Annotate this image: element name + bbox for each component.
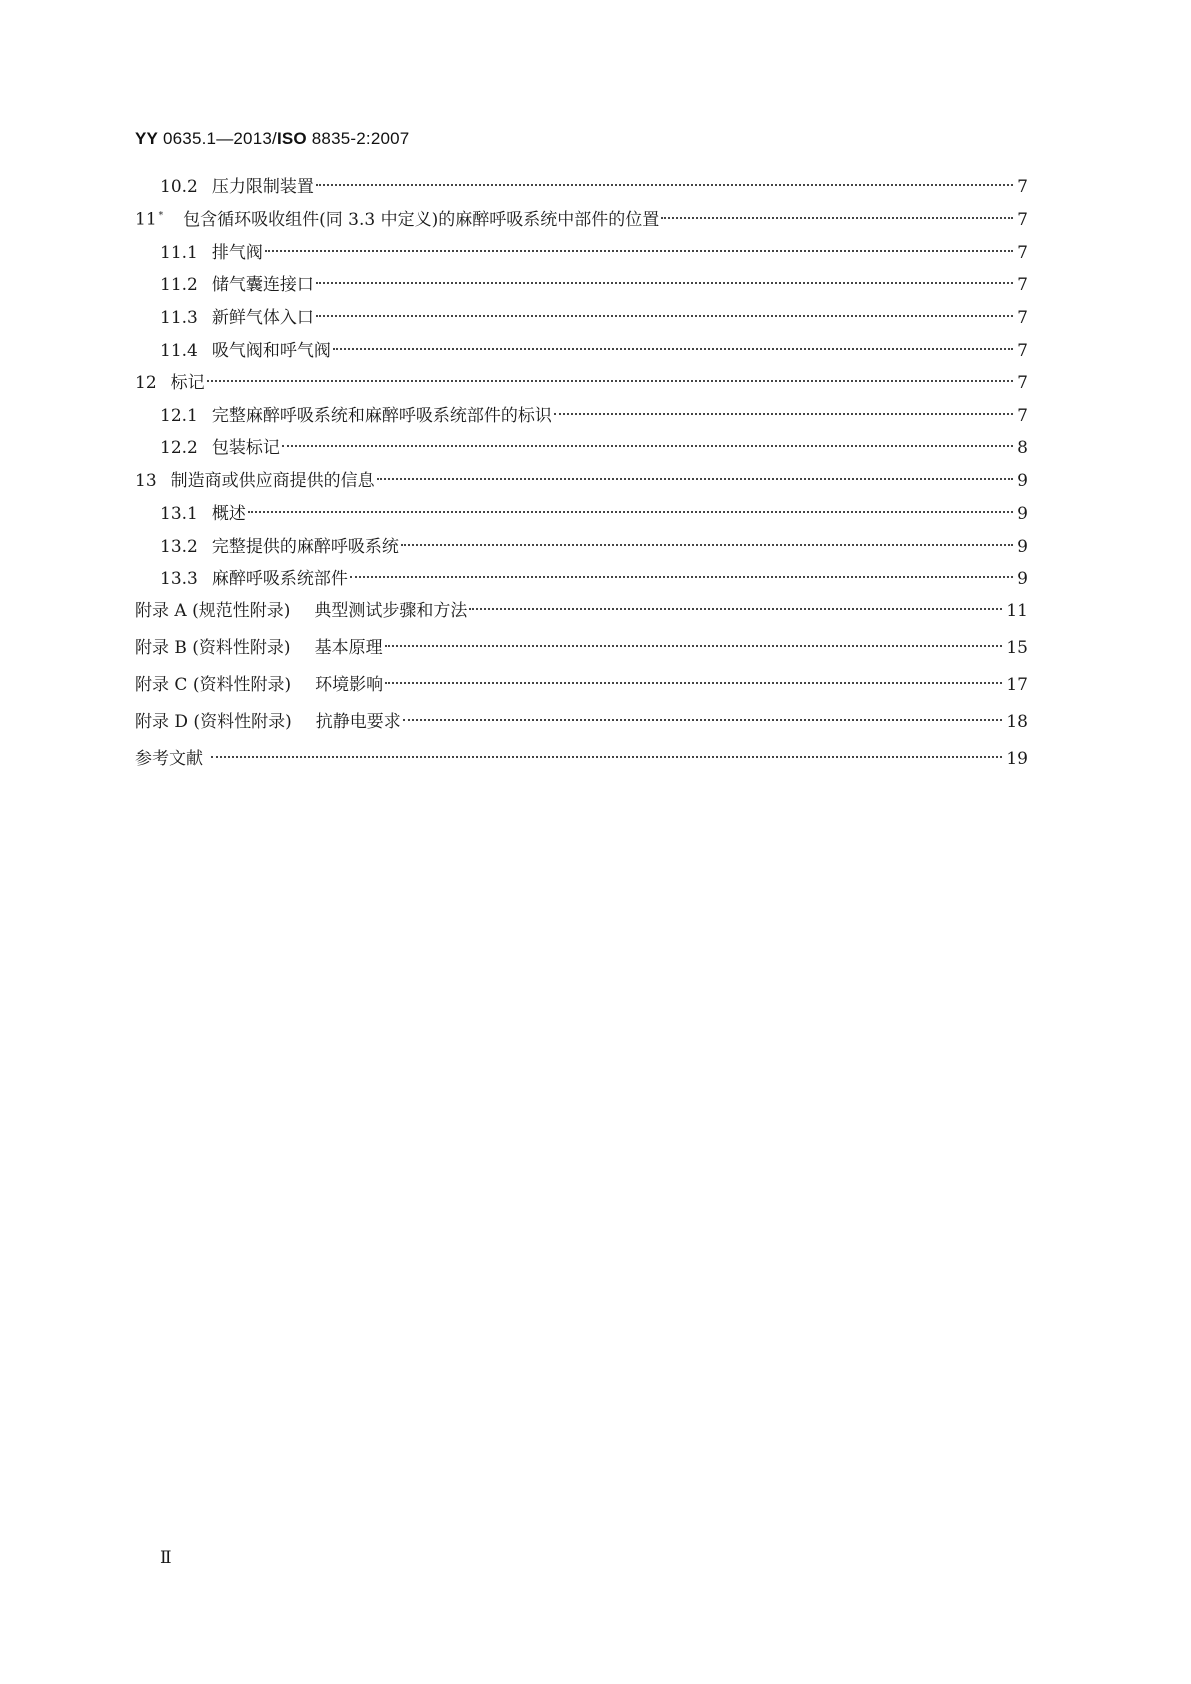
toc-entry-number: 附录 A (规范性附录): [135, 601, 291, 621]
toc-entry-12[interactable]: [135, 366, 1028, 393]
toc-entry-annex-d[interactable]: [135, 705, 1028, 732]
toc-entry-title: 吸气阀和呼气阀: [211, 341, 331, 361]
toc-entry-number: 13.2: [160, 537, 198, 557]
dot-leader: [385, 631, 1003, 653]
toc-entry-annex-a[interactable]: [135, 594, 1028, 621]
toc-entry-title: 制造商或供应商提供的信息: [170, 471, 375, 491]
toc-entry-page: 7: [1017, 373, 1028, 393]
toc-entry-annex-c[interactable]: [135, 668, 1028, 695]
dot-leader: [403, 705, 1003, 727]
dot-leader: [282, 431, 1013, 453]
toc-entry-page: 17: [1006, 675, 1028, 695]
toc-entry-11-4[interactable]: [160, 334, 1028, 361]
dot-leader: [333, 334, 1013, 356]
dot-leader: [350, 562, 1013, 584]
toc-entry-number: 11.2: [160, 275, 198, 295]
toc-entry-number: 附录 C (资料性附录): [135, 675, 292, 695]
toc-entry-title: 基本原理: [314, 638, 383, 658]
toc-entry-page: 9: [1017, 569, 1028, 589]
toc-entry-number: 12.2: [160, 438, 198, 458]
informative-mark: *: [158, 211, 164, 222]
dot-leader: [316, 301, 1013, 323]
iso-number: 8835-2:2007: [306, 129, 410, 148]
dot-leader: [377, 464, 1014, 486]
toc-entry-title: 完整麻醉呼吸系统和麻醉呼吸系统部件的标识: [211, 406, 552, 426]
toc-entry-11-1[interactable]: [160, 236, 1028, 263]
toc-entry-number: 13: [135, 471, 157, 491]
page-number: Ⅱ: [160, 1548, 172, 1568]
toc-entry-page: 7: [1017, 406, 1028, 426]
toc-entry-number: 13.3: [160, 569, 198, 589]
dot-leader: [469, 594, 1002, 616]
standard-number: 0635.1—2013/: [158, 129, 277, 148]
toc-entry-11-3[interactable]: [160, 301, 1028, 328]
toc-entry-number: [135, 205, 163, 231]
toc-entry-page: 7: [1017, 210, 1028, 230]
dot-leader: [401, 530, 1013, 552]
toc-entry-page: 8: [1017, 438, 1028, 458]
toc-entry-13-3[interactable]: [160, 562, 1028, 589]
toc-entry-13-1[interactable]: [160, 497, 1028, 524]
dot-leader: [211, 742, 1002, 764]
toc-entry-page: 7: [1017, 243, 1028, 263]
toc-entry-page: 18: [1006, 712, 1028, 732]
toc-entry-page: 9: [1017, 471, 1028, 491]
dot-leader: [554, 399, 1013, 421]
toc-entry-page: 11: [1006, 601, 1028, 621]
dot-leader: [248, 497, 1013, 519]
toc-entry-12-2[interactable]: [160, 431, 1028, 458]
toc-entry-number: 12: [135, 373, 157, 393]
dot-leader: [385, 668, 1002, 690]
toc-entry-title: 压力限制装置: [211, 177, 314, 197]
toc-entry-page: 7: [1017, 341, 1028, 361]
toc-entry-13[interactable]: [135, 464, 1028, 491]
toc-entry-11-2[interactable]: [160, 268, 1028, 295]
standard-prefix: YY: [135, 129, 159, 148]
dot-leader: [316, 268, 1013, 290]
dot-leader: [265, 236, 1013, 258]
toc-entry-number: 附录 B (资料性附录): [135, 638, 291, 658]
toc-entry-12-1[interactable]: [160, 399, 1028, 426]
toc-entry-number-text: 11: [135, 210, 157, 230]
toc-entry-number: 13.1: [160, 504, 198, 524]
toc-entry-title: 抗静电要求: [315, 712, 401, 732]
toc-entry-annex-b[interactable]: [135, 631, 1028, 658]
toc-entry-title: 新鲜气体入口: [211, 308, 314, 328]
toc-entry-page: 19: [1006, 749, 1028, 769]
toc-entry-page: 15: [1006, 638, 1028, 658]
toc-entry-title: 排气阀: [211, 243, 263, 263]
toc-entry-13-2[interactable]: [160, 530, 1028, 557]
toc-entry-number: 11.1: [160, 243, 198, 263]
toc-entry-page: 7: [1017, 308, 1028, 328]
iso-prefix: ISO: [276, 129, 307, 148]
dot-leader: [316, 170, 1013, 192]
toc-entry-title: 标记: [170, 373, 205, 393]
toc-entry-title: 麻醉呼吸系统部件: [211, 569, 348, 589]
toc-entry-10-2[interactable]: [160, 170, 1028, 197]
toc-entry-page: 7: [1017, 275, 1028, 295]
toc-entry-number: 12.1: [160, 406, 198, 426]
toc-entry-title: 概述: [211, 504, 246, 524]
toc-entry-title: 环境影响: [315, 675, 384, 695]
toc-entry-number: 11.3: [160, 308, 198, 328]
toc-entry-title: 完整提供的麻醉呼吸系统: [211, 537, 399, 557]
toc-entry-number: 附录 D (资料性附录): [135, 712, 292, 732]
toc-entry-title: 典型测试步骤和方法: [314, 601, 468, 621]
toc-entry-page: 9: [1017, 537, 1028, 557]
toc-entry-bibliography[interactable]: [135, 742, 1028, 769]
dot-leader: [661, 203, 1013, 225]
dot-leader: [207, 366, 1014, 388]
toc-entry-title: 储气囊连接口: [211, 275, 314, 295]
toc-entry-page: 9: [1017, 504, 1028, 524]
toc-entry-number: 11.4: [160, 341, 198, 361]
toc-entry-title: 包含循环吸收组件(同 3.3 中定义)的麻醉呼吸系统中部件的位置: [183, 210, 660, 230]
toc-entry-page: 7: [1017, 177, 1028, 197]
toc-entry-title: 包装标记: [211, 438, 280, 458]
toc-entry-number: 10.2: [160, 177, 198, 197]
toc-entry-11[interactable]: [135, 203, 1028, 230]
toc-entry-number: 参考文献: [135, 749, 203, 769]
